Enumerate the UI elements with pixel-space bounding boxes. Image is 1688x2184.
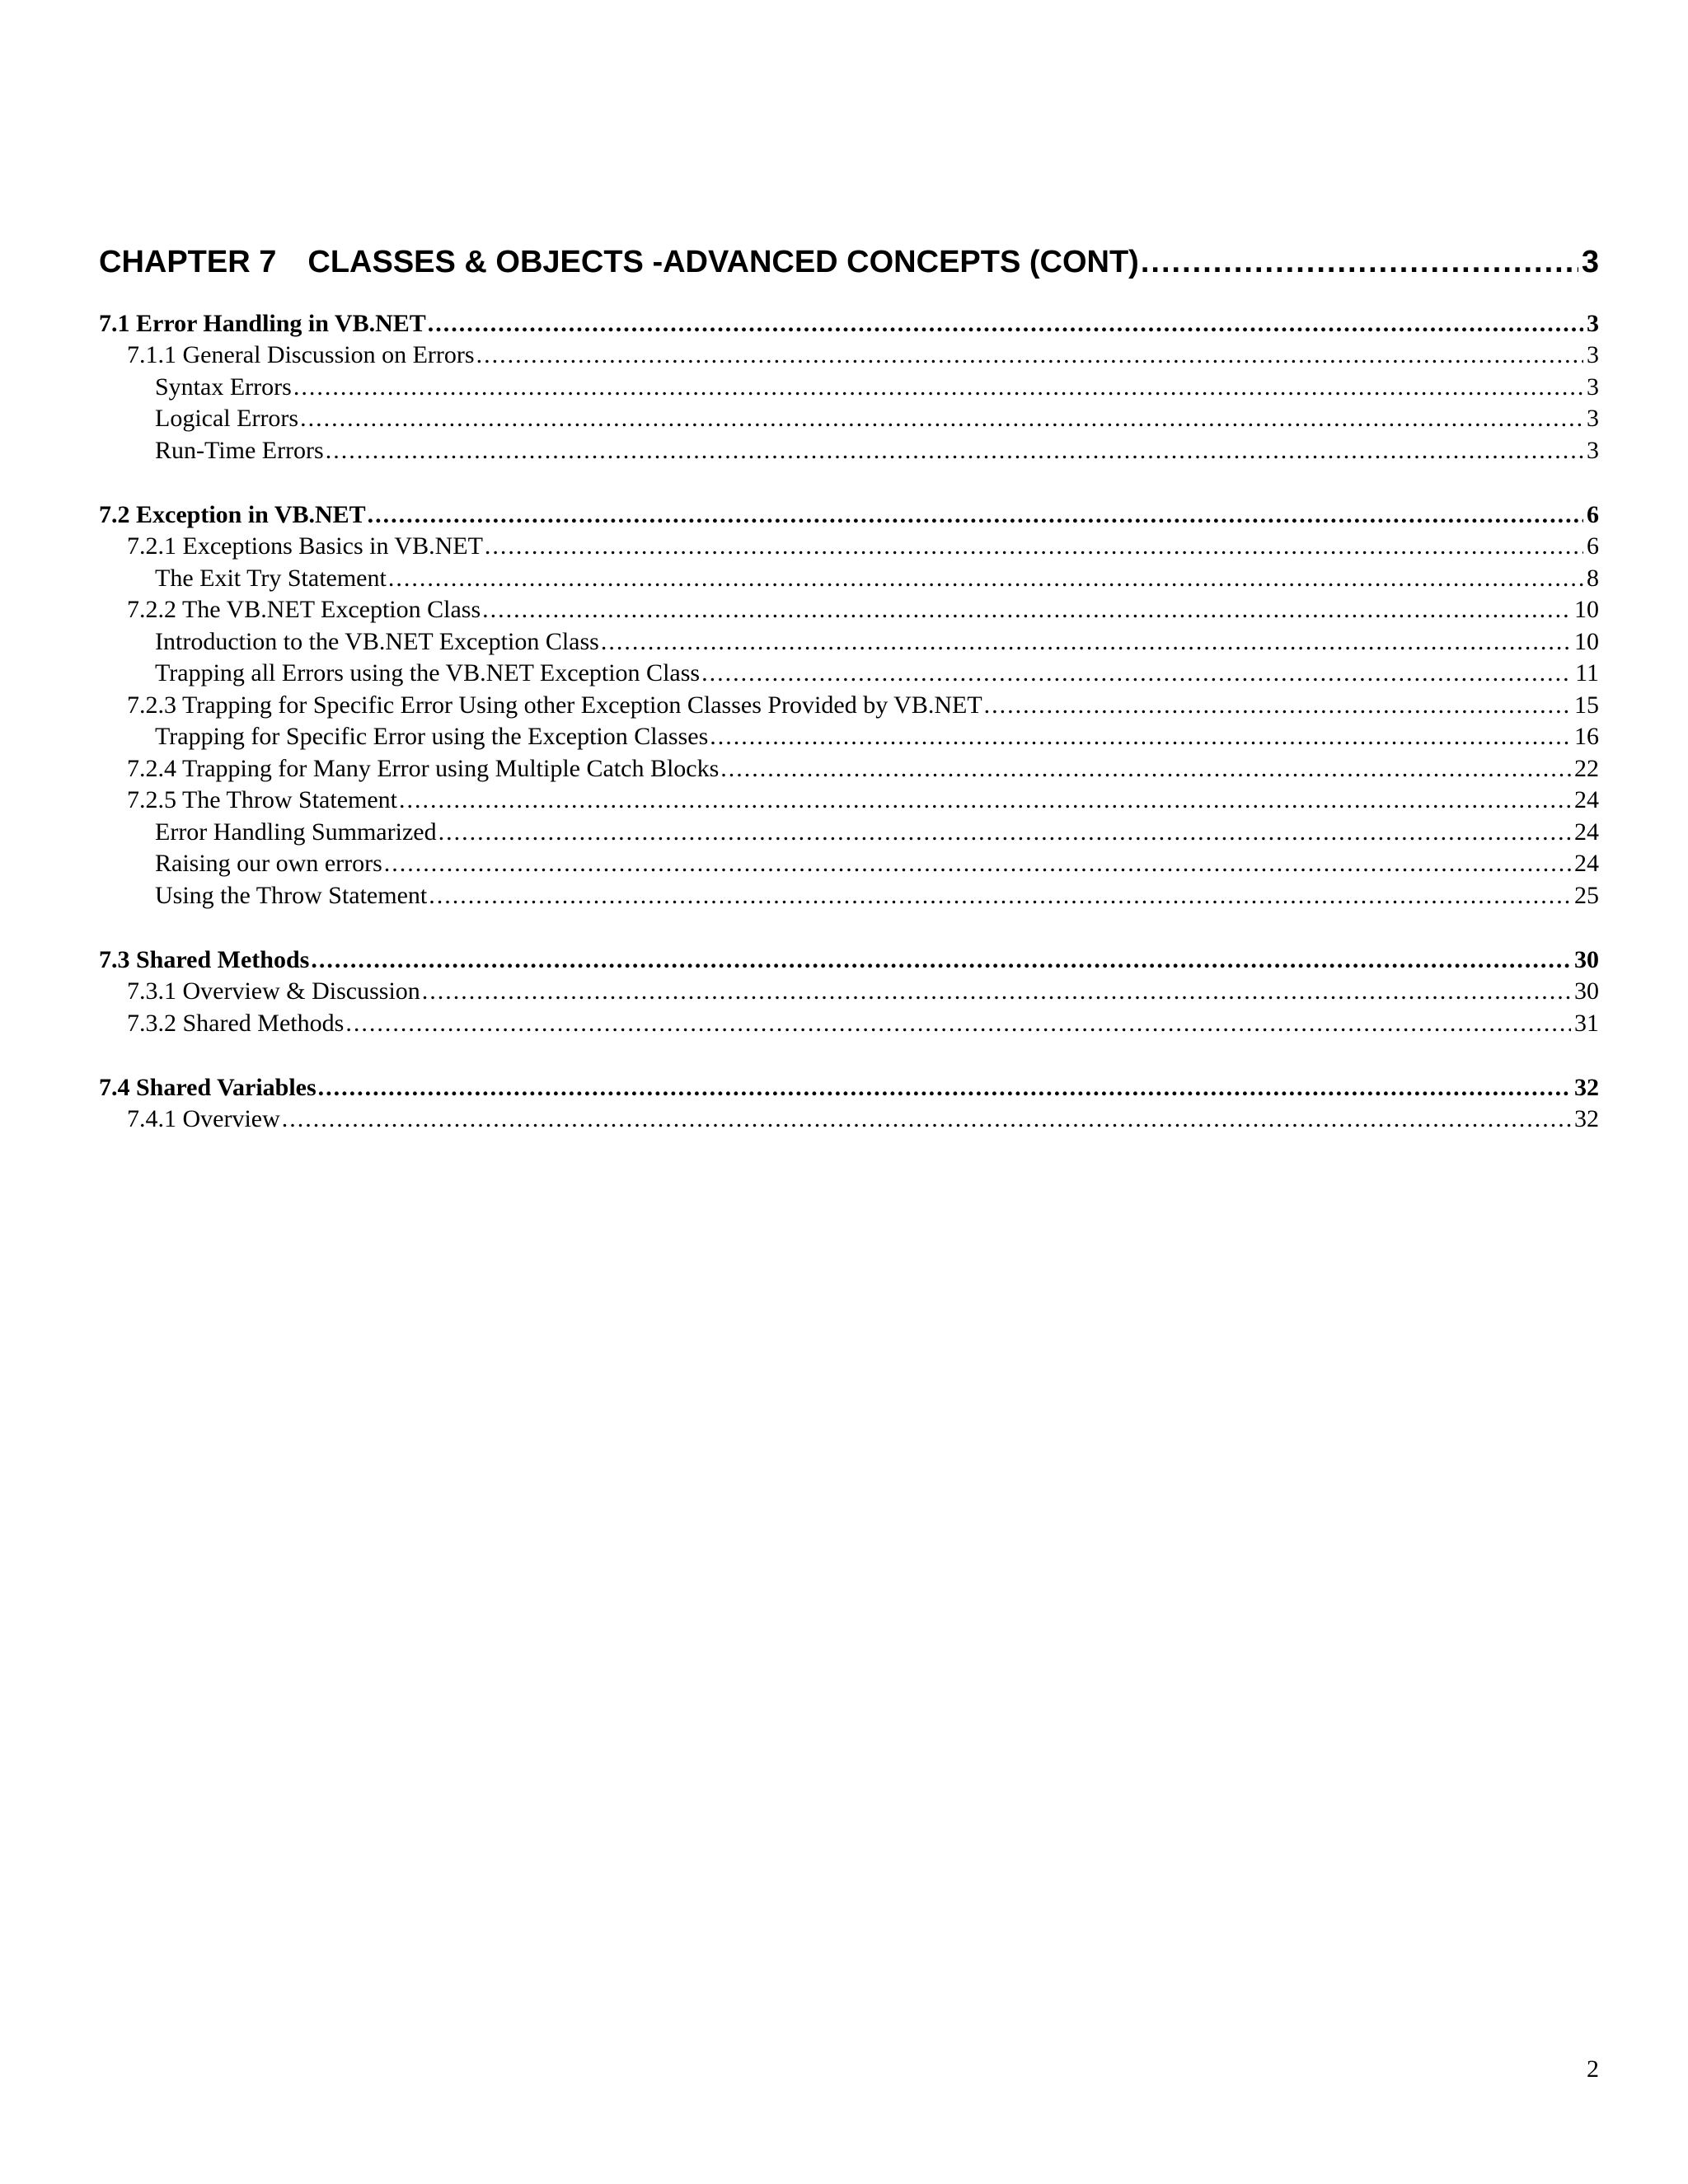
dot-leader (300, 403, 1583, 435)
toc-subsubsection-entry[interactable] (99, 626, 1599, 658)
toc-page-number: 3 (1587, 310, 1599, 337)
toc-subsubsection-entry[interactable] (99, 848, 1599, 880)
toc-page-number: 30 (1574, 946, 1599, 973)
toc-page-number: 25 (1574, 881, 1599, 909)
toc-entry-title: Syntax Errors (155, 373, 292, 401)
dot-leader (422, 976, 1571, 1008)
toc-page-number: 24 (1574, 786, 1599, 813)
toc-subsubsection-entry[interactable] (99, 563, 1599, 595)
toc-entry-title: Trapping all Errors using the VB.NET Exception Class (155, 659, 701, 687)
toc-entry-title: Using the Throw Statement (155, 881, 428, 909)
toc-page-number: 3 (1587, 405, 1599, 432)
toc-chapter-entry[interactable] (99, 239, 1599, 285)
toc-entry-title: 7.4.1 Overview (127, 1105, 280, 1132)
toc-page-number: 3 (1587, 373, 1599, 401)
toc-entry-title: 7.2.1 Exceptions Basics in VB.NET (127, 532, 483, 560)
dot-leader (482, 594, 1571, 626)
page-footer-number: 2 (1587, 2055, 1599, 2083)
toc-entry-title: 7.2.3 Trapping for Specific Error Using other Exception Classes Provided by VB.NET (127, 691, 982, 719)
toc-entry-title: Run-Time Errors (155, 436, 324, 464)
toc-section-entry[interactable] (99, 308, 1599, 340)
chapter-number: CHAPTER 7 (99, 245, 277, 279)
toc-subsection-entry[interactable] (99, 531, 1599, 563)
toc-page-number: 6 (1587, 532, 1599, 560)
chapter-title: CLASSES & OBJECTS -ADVANCED CONCEPTS (CONT) (307, 245, 1139, 279)
toc-subsection-entry[interactable] (99, 340, 1599, 372)
dot-leader (1141, 239, 1578, 285)
dot-leader (384, 848, 1571, 880)
toc-chapter-title (99, 239, 1139, 285)
toc-subsubsection-entry[interactable] (99, 372, 1599, 404)
toc-page-number: 10 (1574, 596, 1599, 623)
dot-leader (428, 308, 1583, 340)
toc-page-number: 3 (1587, 436, 1599, 464)
toc-page-number: 8 (1587, 564, 1599, 592)
toc-subsection-entry[interactable] (99, 753, 1599, 785)
dot-leader (720, 753, 1571, 785)
dot-leader (368, 499, 1583, 531)
dot-leader (429, 880, 1571, 912)
dot-leader (293, 372, 1583, 404)
toc-subsubsection-entry[interactable] (99, 880, 1599, 912)
toc-sections (99, 308, 1599, 1136)
toc-entry-title: Trapping for Specific Error using the Exception Classes (155, 723, 709, 750)
toc-entry-title: Introduction to the VB.NET Exception Class (155, 627, 599, 655)
toc-entry-title: 7.3 Shared Methods (99, 946, 310, 973)
dot-leader (710, 721, 1571, 753)
toc-subsubsection-entry[interactable] (99, 435, 1599, 467)
toc-subsection-entry[interactable] (99, 785, 1599, 817)
toc-entry-title: 7.3.1 Overview & Discussion (127, 977, 420, 1005)
toc-subsection-entry[interactable] (99, 976, 1599, 1008)
toc-subsubsection-entry[interactable] (99, 403, 1599, 435)
table-of-contents (99, 239, 1599, 1136)
toc-page-number: 11 (1575, 659, 1599, 687)
dot-leader (984, 690, 1571, 722)
toc-page-number: 22 (1574, 754, 1599, 782)
toc-page-number: 3 (1587, 341, 1599, 368)
dot-leader (388, 563, 1583, 595)
toc-subsection-entry[interactable] (99, 594, 1599, 626)
dot-leader (282, 1104, 1571, 1136)
toc-entry-title: 7.4 Shared Variables (99, 1074, 316, 1101)
toc-page-number: 16 (1574, 723, 1599, 750)
dot-leader (345, 1008, 1571, 1040)
toc-entry-title: Raising our own errors (155, 850, 382, 877)
toc-page-number: 15 (1574, 691, 1599, 719)
toc-entry-title: 7.1.1 General Discussion on Errors (127, 341, 475, 368)
toc-entry-title: 7.3.2 Shared Methods (127, 1009, 345, 1037)
dot-leader (485, 531, 1583, 563)
toc-page-number: 3 (1581, 245, 1599, 279)
dot-leader (701, 658, 1572, 690)
toc-page-number: 24 (1574, 818, 1599, 846)
toc-subsubsection-entry[interactable] (99, 817, 1599, 849)
toc-entry-title: 7.2.2 The VB.NET Exception Class (127, 596, 481, 623)
dot-leader (601, 626, 1571, 658)
dot-leader (476, 340, 1583, 372)
toc-entry-title: 7.2.5 The Throw Statement (127, 786, 398, 813)
toc-subsubsection-entry[interactable] (99, 658, 1599, 690)
toc-entry-title: Logical Errors (155, 405, 299, 432)
toc-subsection-entry[interactable] (99, 690, 1599, 722)
toc-subsection-entry[interactable] (99, 1104, 1599, 1136)
toc-subsubsection-entry[interactable] (99, 721, 1599, 753)
toc-page-number: 30 (1574, 977, 1599, 1005)
toc-page-number: 31 (1574, 1009, 1599, 1037)
toc-page-number: 32 (1574, 1105, 1599, 1132)
toc-page-number: 10 (1574, 627, 1599, 655)
toc-entry-title: 7.2.4 Trapping for Many Error using Multiple Catch Blocks (127, 754, 720, 782)
dot-leader (311, 944, 1571, 976)
dot-leader (399, 785, 1571, 817)
dot-leader (438, 817, 1571, 849)
toc-entry-title: The Exit Try Statement (155, 564, 387, 592)
toc-section-entry[interactable] (99, 944, 1599, 976)
toc-page-number: 6 (1587, 501, 1599, 528)
toc-subsection-entry[interactable] (99, 1008, 1599, 1040)
toc-section-entry[interactable] (99, 499, 1599, 531)
toc-page-number: 24 (1574, 850, 1599, 877)
toc-page-number: 32 (1574, 1074, 1599, 1101)
dot-leader (326, 435, 1583, 467)
toc-entry-title: 7.2 Exception in VB.NET (99, 501, 366, 528)
toc-section-entry[interactable] (99, 1072, 1599, 1104)
toc-entry-title: 7.1 Error Handling in VB.NET (99, 310, 426, 337)
toc-entry-title: Error Handling Summarized (155, 818, 437, 846)
dot-leader (318, 1072, 1571, 1104)
